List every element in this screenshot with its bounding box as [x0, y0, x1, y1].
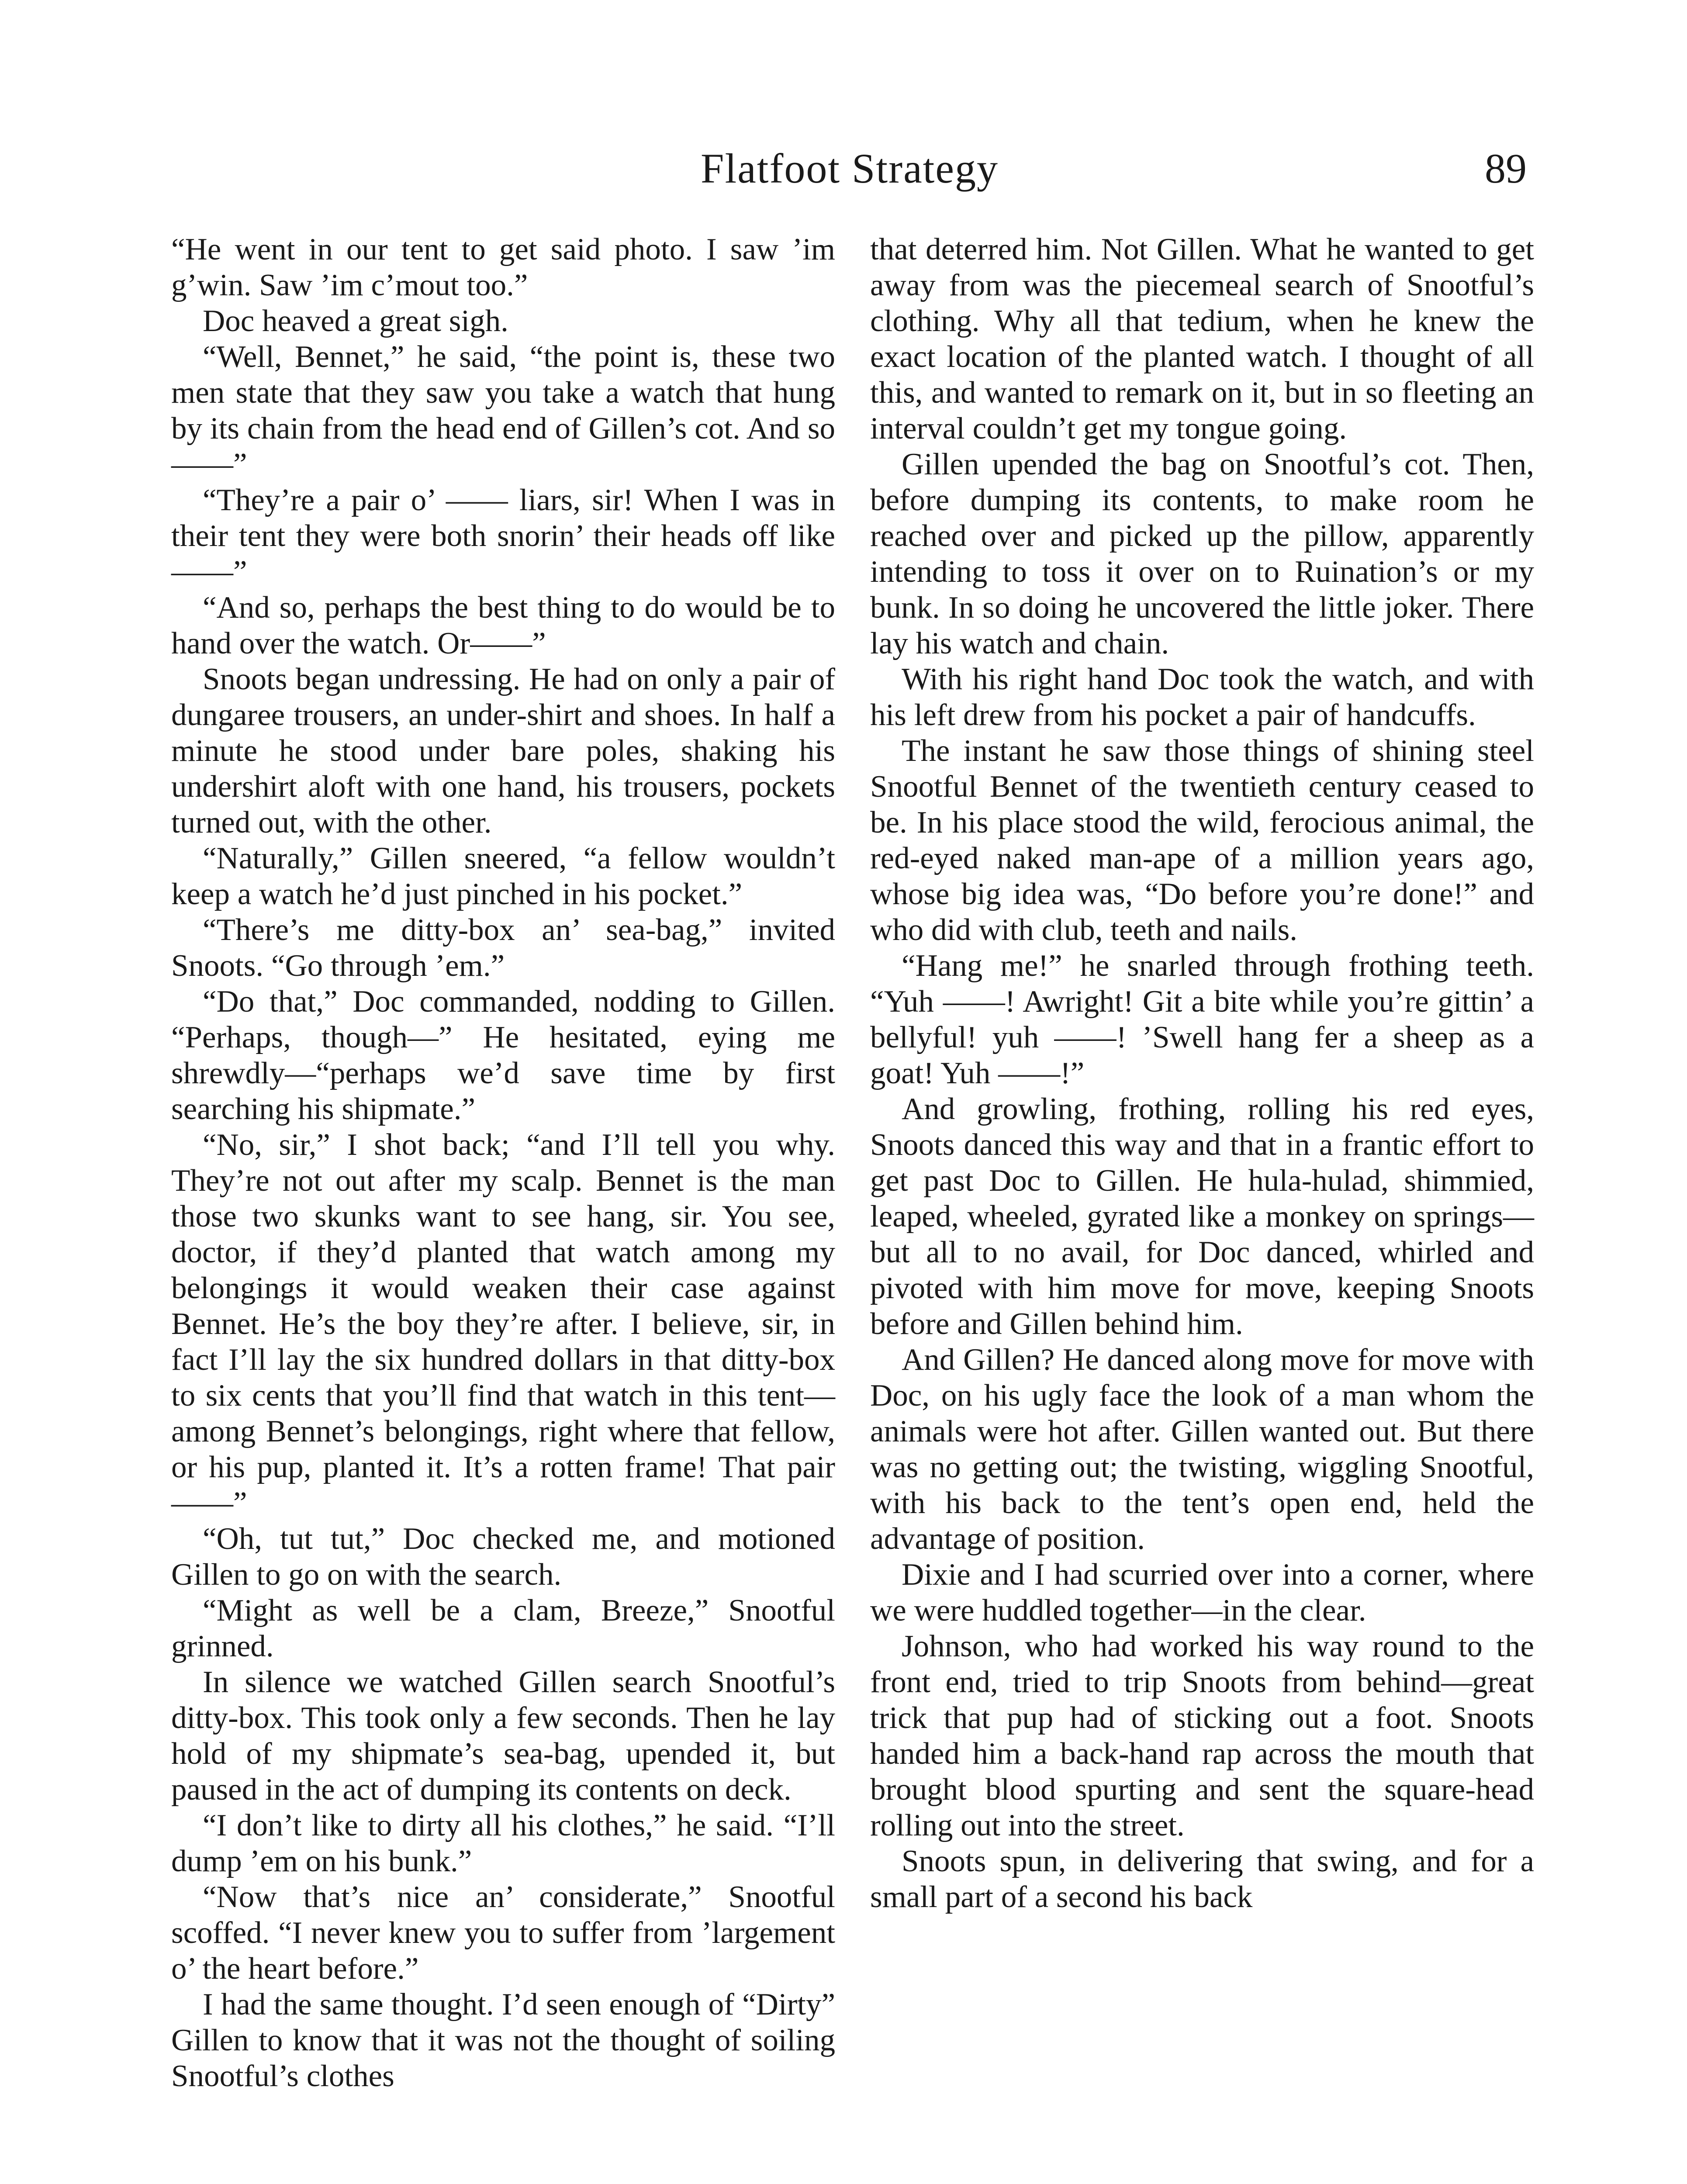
- paragraph: “Well, Bennet,” he said, “the point is, these two men state that they saw you take a watch that hung by its chain from the head end of Gillen’s cot. And so——”: [171, 340, 835, 481]
- paragraph: “Oh, tut tut,” Doc checked me, and motioned Gillen to go on with the search.: [171, 1522, 835, 1592]
- paragraph: Dixie and I had scurried over into a corner, where we were huddled together—in the clear.: [870, 1558, 1534, 1628]
- paragraph: “I don’t like to dirty all his clothes,” he said. “I’ll dump ’em on his bunk.”: [171, 1808, 835, 1878]
- paragraph: that deterred him. Not Gillen. What he wanted to get away from was the piecemeal search of Snootful’s clothing. Why all that tedium, when he knew the exact location of the planted watch. I thought of all this, and wanted to remark on it, but in so fleeting an interval couldn’t get my tongue going.: [870, 232, 1534, 446]
- paragraph: “Naturally,” Gillen sneered, “a fellow wouldn’t keep a watch he’d just pinched in his pocket.”: [171, 841, 835, 911]
- paragraph: In silence we watched Gillen search Snootful’s ditty-box. This took only a few seconds. Then he lay hold of my shipmate’s sea-bag, upended it, but paused in the act of dumping its contents on deck.: [171, 1665, 835, 1807]
- paragraph: “Do that,” Doc commanded, nodding to Gillen. “Perhaps, though—” He hesitated, eying me shrewdly—“perhaps we’d save time by first searching his shipmate.”: [171, 985, 835, 1126]
- paragraph: With his right hand Doc took the watch, and with his left drew from his pocket a pair of handcuffs.: [870, 662, 1534, 732]
- paragraph: “Hang me!” he snarled through frothing teeth. “Yuh ——! Awright! Git a bite while you’re gittin’ a bellyful! yuh ——! ’Swell hang fer a sheep as a goat! Yuh ——!”: [870, 949, 1534, 1090]
- paragraph: Snoots began undressing. He had on only a pair of dungaree trousers, an under-shirt and shoes. In half a minute he stood under bare poles, shaking his undershirt aloft with one hand, his trousers, pockets turned out, with the other.: [171, 662, 835, 840]
- paragraph: “And so, perhaps the best thing to do would be to hand over the watch. Or——”: [171, 591, 835, 660]
- page-header: [173, 144, 1527, 197]
- right-column: [870, 232, 1534, 1915]
- paragraph: Snoots spun, in delivering that swing, and for a small part of a second his back: [870, 1844, 1534, 1914]
- paragraph: “They’re a pair o’ —— liars, sir! When I was in their tent they were both snorin’ their heads off like——”: [171, 483, 835, 589]
- paragraph: And Gillen? He danced along move for move with Doc, on his ugly face the look of a man whom the animals were hot after. Gillen wanted out. But there was no getting out; the twisting, wiggling Snootful, with his back to the tent’s open end, held the advantage of position.: [870, 1343, 1534, 1556]
- paragraph: “Might as well be a clam, Breeze,” Snootful grinned.: [171, 1593, 835, 1663]
- paragraph: “There’s me ditty-box an’ sea-bag,” invited Snoots. “Go through ’em.”: [171, 913, 835, 983]
- left-column: [171, 232, 835, 2094]
- paragraph: “He went in our tent to get said photo. I saw ’im g’win. Saw ’im c’mout too.”: [171, 232, 835, 302]
- text-columns: [171, 232, 1534, 2184]
- paragraph: I had the same thought. I’d seen enough of “Dirty” Gillen to know that it was not the thought of soiling Snootful’s clothes: [171, 1987, 835, 2093]
- paragraph: The instant he saw those things of shining steel Snootful Bennet of the twentieth century ceased to be. In his place stood the wild, ferocious animal, the red-eyed naked man-ape of a million years ago, whose big idea was, “Do before you’re done!” and who did with club, teeth and nails.: [870, 734, 1534, 947]
- page-number: 89: [1485, 145, 1527, 192]
- paragraph: “Now that’s nice an’ considerate,” Snootful scoffed. “I never knew you to suffer from ’largement o’ the heart before.”: [171, 1880, 835, 1986]
- paragraph: And growling, frothing, rolling his red eyes, Snoots danced this way and that in a frantic effort to get past Doc to Gillen. He hula-hulad, shimmied, leaped, wheeled, gyrated like a monkey on springs—but all to no avail, for Doc danced, whirled and pivoted with him move for move, keeping Snoots before and Gillen behind him.: [870, 1092, 1534, 1341]
- paragraph: “No, sir,” I shot back; “and I’ll tell you why. They’re not out after my scalp. Bennet is the man those two skunks want to see hang, sir. You see, doctor, if they’d planted that watch among my belongings it would weaken their case against Bennet. He’s the boy they’re after. I believe, sir, in fact I’ll lay the six hundred dollars in that ditty-box to six cents that you’ll find that watch in this tent—among Bennet’s belongings, right where that fellow, or his pup, planted it. It’s a rotten frame! That pair——”: [171, 1128, 835, 1520]
- paragraph: Doc heaved a great sigh.: [203, 304, 508, 338]
- running-title: Flatfoot Strategy: [701, 145, 999, 192]
- paragraph: Johnson, who had worked his way round to the front end, tried to trip Snoots from behind—great trick that pup had of sticking out a foot. Snoots handed him a back-hand rap across the mouth that brought blood spurting and sent the square-head rolling out into the street.: [870, 1629, 1534, 1842]
- paragraph: Gillen upended the bag on Snootful’s cot. Then, before dumping its contents, to make room he reached over and picked up the pillow, apparently intending to toss it over on to Ruination’s or my bunk. In so doing he uncovered the little joker. There lay his watch and chain.: [870, 447, 1534, 660]
